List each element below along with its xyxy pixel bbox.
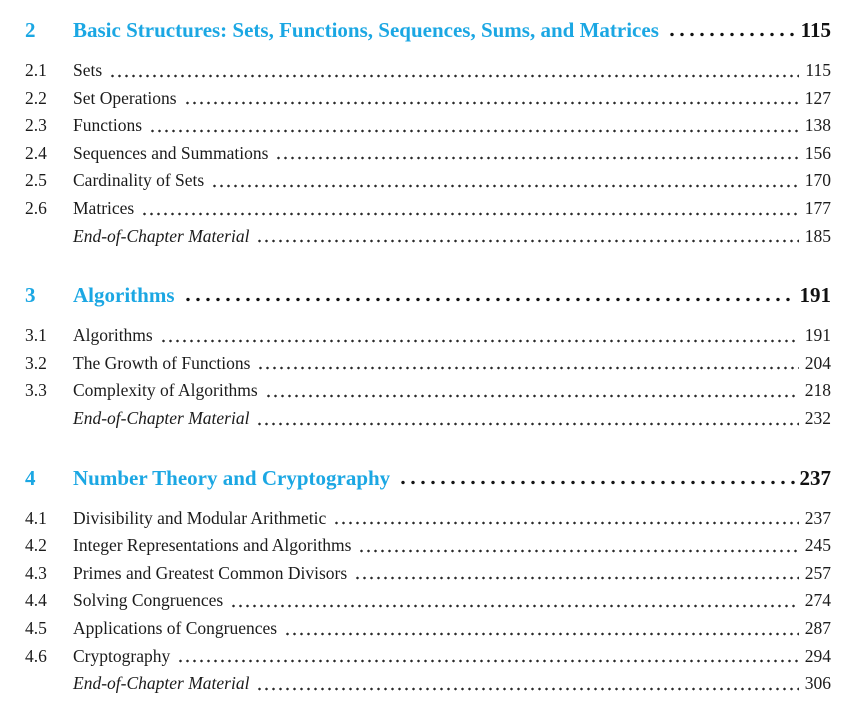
section-number: 2.5 <box>25 170 47 191</box>
toc-section-row <box>25 140 831 168</box>
dot-leader <box>209 167 799 195</box>
toc-section-row <box>25 195 831 223</box>
section-page-number: 232 <box>804 407 831 428</box>
section-title: End-of-Chapter Material <box>73 407 250 428</box>
section-number: 4.6 <box>25 645 47 666</box>
dot-leader <box>147 112 799 140</box>
dot-leader <box>665 15 796 45</box>
section-title: Primes and Greatest Common Divisors <box>73 562 348 583</box>
section-page-number: 170 <box>804 170 831 191</box>
chapter-sections <box>25 505 831 698</box>
toc-section-row <box>25 350 831 378</box>
dot-leader <box>396 463 794 493</box>
chapter-sections <box>25 322 831 432</box>
section-title: Sequences and Summations <box>73 142 269 163</box>
section-title: Cryptography <box>73 645 171 666</box>
toc-section-row <box>25 223 831 251</box>
section-title: Cardinality of Sets <box>73 170 205 191</box>
chapter-title: Basic Structures: Sets, Functions, Sequences, Sums, and Matrices <box>73 18 659 42</box>
dot-leader <box>263 377 799 405</box>
section-number: 2.4 <box>25 142 47 163</box>
dot-leader <box>228 587 799 615</box>
chapter-page-number: 115 <box>800 18 831 42</box>
toc-section-row <box>25 560 831 588</box>
section-page-number: 245 <box>804 535 831 556</box>
toc-section-row <box>25 587 831 615</box>
chapter-page-number: 191 <box>799 283 831 308</box>
chapter-page-number: 237 <box>799 465 831 490</box>
dot-leader <box>273 140 799 168</box>
toc-section-row <box>25 615 831 643</box>
section-number: 4.2 <box>25 535 47 556</box>
section-page-number: 185 <box>804 225 831 246</box>
toc-section-row <box>25 377 831 405</box>
toc-section-row <box>25 322 831 350</box>
section-number: 2.3 <box>25 115 47 136</box>
toc-section-row <box>25 112 831 140</box>
dot-leader <box>352 560 799 588</box>
section-number: 4.5 <box>25 617 47 638</box>
section-number: 2.6 <box>25 197 47 218</box>
dot-leader <box>254 223 799 251</box>
section-page-number: 237 <box>804 507 831 528</box>
section-title: Divisibility and Modular Arithmetic <box>73 507 327 528</box>
section-title: Applications of Congruences <box>73 617 278 638</box>
section-page-number: 115 <box>805 60 831 80</box>
toc-section-row <box>25 670 831 698</box>
section-title: Integer Representations and Algorithms <box>73 535 352 556</box>
toc-chapter <box>25 463 831 698</box>
section-title: Sets <box>73 60 103 80</box>
section-number: 2.1 <box>25 60 47 80</box>
section-title: Algorithms <box>73 325 153 346</box>
section-number: 4.1 <box>25 507 47 528</box>
section-page-number: 127 <box>804 87 831 108</box>
section-page-number: 191 <box>804 325 831 346</box>
chapter-title: Number Theory and Cryptography <box>73 465 391 490</box>
chapter-number: 3 <box>25 283 36 308</box>
section-page-number: 306 <box>804 673 831 694</box>
section-page-number: 138 <box>804 115 831 136</box>
section-number: 4.3 <box>25 562 47 583</box>
section-page-number: 156 <box>804 142 831 163</box>
dot-leader <box>175 643 799 671</box>
dot-leader <box>181 280 795 310</box>
section-page-number: 287 <box>804 617 831 638</box>
dot-leader <box>158 322 799 350</box>
dot-leader <box>255 350 799 378</box>
section-number: 2.2 <box>25 87 47 108</box>
section-page-number: 218 <box>804 380 831 401</box>
section-number: 3.1 <box>25 325 47 346</box>
chapter-heading-row <box>25 280 831 310</box>
section-page-number: 204 <box>804 352 831 373</box>
chapter-heading-row <box>25 463 831 493</box>
section-title: End-of-Chapter Material <box>73 673 250 694</box>
section-page-number: 294 <box>804 645 831 666</box>
chapter-number: 2 <box>25 18 36 42</box>
dot-leader <box>182 85 799 113</box>
dot-leader <box>356 532 799 560</box>
section-number: 4.4 <box>25 590 47 611</box>
toc-chapter <box>25 15 831 250</box>
section-title: The Growth of Functions <box>73 352 251 373</box>
toc-section-row <box>25 505 831 533</box>
section-title: Set Operations <box>73 87 177 108</box>
toc-section-row <box>25 643 831 671</box>
toc-section-row <box>25 167 831 195</box>
dot-leader <box>282 615 799 643</box>
toc-chapter <box>25 280 831 432</box>
toc-section-row <box>25 57 831 85</box>
section-number: 3.3 <box>25 380 47 401</box>
section-title: Solving Congruences <box>73 590 224 611</box>
chapter-title: Algorithms <box>73 283 175 308</box>
chapter-sections <box>25 57 831 250</box>
dot-leader <box>254 405 799 433</box>
section-page-number: 274 <box>804 590 831 611</box>
toc-section-row <box>25 85 831 113</box>
dot-leader <box>254 670 799 698</box>
chapter-number: 4 <box>25 465 36 490</box>
section-title: End-of-Chapter Material <box>73 225 250 246</box>
section-number: 3.2 <box>25 352 47 373</box>
chapter-heading-row <box>25 15 831 45</box>
toc-section-row <box>25 532 831 560</box>
section-page-number: 257 <box>804 562 831 583</box>
section-title: Functions <box>73 115 143 136</box>
toc-section-row <box>25 405 831 433</box>
section-title: Complexity of Algorithms <box>73 380 258 401</box>
dot-leader <box>139 195 799 223</box>
dot-leader <box>107 57 799 85</box>
section-page-number: 177 <box>804 197 831 218</box>
section-title: Matrices <box>73 197 135 218</box>
toc <box>25 15 831 698</box>
dot-leader <box>331 505 799 533</box>
